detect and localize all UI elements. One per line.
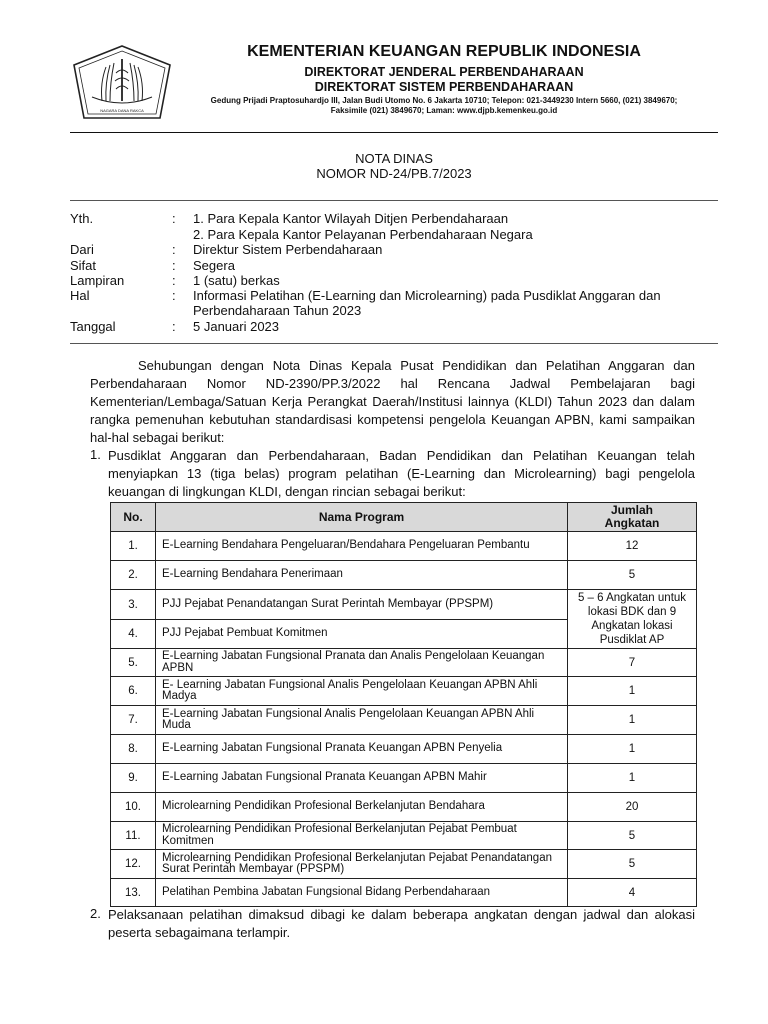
row-jumlah: 7 [568,649,697,677]
lampiran-label: Lampiran [70,273,125,288]
row-no: 3. [111,590,156,620]
row-jumlah: 12 [568,532,697,561]
header-rule-bottom [70,343,718,344]
sifat-value: Segera [193,258,235,273]
address-line-2: Faksimile (021) 3849670; Laman: www.djpb.kemenkeu.go.id [330,106,558,115]
row-program: Microlearning Pendidikan Profesional Berkelanjutan Pejabat Pembuat Komitmen [156,822,568,850]
table-header-row [111,503,697,532]
row-no: 13. [111,879,156,907]
row-program: E- Learning Jabatan Fungsional Analis Pengelolaan Keuangan APBN Ahli Madya [156,677,568,706]
lampiran-value: 1 (satu) berkas [193,273,280,288]
colon: : [172,258,176,273]
table-row [111,706,697,735]
sifat-label: Sifat [70,258,97,273]
row-program: PJJ Pejabat Pembuat Komitmen [156,620,568,649]
table-row [111,879,697,907]
yth-recipient-2: 2. Para Kepala Kantor Pelayanan Perbendaharaan Negara [193,227,533,242]
dari-label: Dari [70,242,94,257]
hal-value-line-2: Perbendaharaan Tahun 2023 [193,303,362,318]
row-program: E-Learning Bendahara Pengeluaran/Bendahara Pengeluaran Pembantu [156,532,568,561]
row-jumlah-merged: 5 – 6 Angkatan untuk lokasi BDK dan 9 Angkatan lokasi Pusdiklat AP [568,590,697,649]
row-jumlah: 20 [568,793,697,822]
program-table [110,502,697,907]
kemenkeu-logo [70,43,174,125]
row-program: Pelatihan Pembina Jabatan Fungsional Bidang Perbendaharaan [156,879,568,907]
header-rule-top [70,200,718,201]
letterhead-rule [70,132,718,133]
row-program: E-Learning Jabatan Fungsional Pranata Keuangan APBN Mahir [156,764,568,793]
row-no: 5. [111,649,156,677]
ministry-name: KEMENTERIAN KEUANGAN REPUBLIK INDONESIA [247,43,641,60]
row-no: 8. [111,735,156,764]
row-program: E-Learning Bendahara Penerimaan [156,561,568,590]
colon: : [172,319,176,334]
tanggal-label: Tanggal [70,319,116,334]
row-no: 4. [111,620,156,649]
logo-motto: NAGARA DANA RAKCA [100,108,144,113]
row-jumlah: 5 [568,850,697,879]
row-program: Microlearning Pendidikan Profesional Berkelanjutan Bendahara [156,793,568,822]
colon: : [172,211,176,226]
table-row [111,822,697,850]
memo-title: NOTA DINAS [355,151,433,166]
header-program: Nama Program [156,503,568,532]
dari-value: Direktur Sistem Perbendaharaan [193,242,383,257]
table-row [111,764,697,793]
yth-recipient-1: 1. Para Kepala Kantor Wilayah Ditjen Perbendaharaan [193,211,509,226]
row-no: 11. [111,822,156,850]
header-jumlah: Jumlah Angkatan [568,503,697,532]
row-no: 12. [111,850,156,879]
address-line-1: Gedung Prijadi Praptosuhardjo III, Jalan Budi Utomo No. 6 Jakarta 10710; Telepon: 021-3449230 Intern 5660, (021) 3849670; [210,96,678,105]
table-row [111,649,697,677]
table-row [111,677,697,706]
row-no: 9. [111,764,156,793]
row-jumlah: 1 [568,764,697,793]
point-1-text: Pusdiklat Anggaran dan Perbendaharaan, Badan Pendidikan dan Pelatihan Keuangan telah menyiapkan 13 (tiga belas) program pelatihan (E-Learning dan Microlearning) bagi pengelola keuangan di lingkungan KLDI, dengan rincian sebagai berikut: [108,448,695,499]
table-row [111,590,697,620]
table-row [111,532,697,561]
header-no: No. [111,503,156,532]
point-1-number: 1. [90,447,101,462]
table-row [111,793,697,822]
row-no: 2. [111,561,156,590]
directorate-name: DIREKTORAT SISTEM PERBENDAHARAAN [314,80,574,94]
row-program: Microlearning Pendidikan Profesional Berkelanjutan Pejabat Penandatangan Surat Perintah Membayar (PPSPM) [156,850,568,879]
row-jumlah: 5 [568,561,697,590]
row-jumlah: 5 [568,822,697,850]
table-row [111,561,697,590]
hal-value-line-1: Informasi Pelatihan (E-Learning dan Microlearning) pada Pusdiklat Anggaran dan [193,288,661,303]
row-jumlah: 1 [568,706,697,735]
table-row [111,850,697,879]
row-program: PJJ Pejabat Penandatangan Surat Perintah Membayar (PPSPM) [156,590,568,620]
row-no: 1. [111,532,156,561]
tanggal-value: 5 Januari 2023 [193,319,280,334]
row-jumlah: 1 [568,735,697,764]
intro-paragraph: Sehubungan dengan Nota Dinas Kepala Pusat Pendidikan dan Pelatihan Anggaran dan Perbendaharaan Nomor ND-2390/PP.3/2022 hal Rencana Jadwal Pembelajaran bagi Kementerian/Lembaga/Satuan Kerja Perangkat Daerah/Institusi lainnya (KLDI) Tahun 2023 dan dalam rangka pemenuhan kebutuhan standardisasi kompetensi pengelola Keuangan APBN, kami sampaikan hal-hal sebagai berikut: [90,358,695,445]
row-no: 6. [111,677,156,706]
row-no: 7. [111,706,156,735]
row-program: E-Learning Jabatan Fungsional Pranata dan Analis Pengelolaan Keuangan APBN [156,649,568,677]
directorate-general: DIREKTORAT JENDERAL PERBENDAHARAAN [304,65,584,79]
memo-number: NOMOR ND-24/PB.7/2023 [316,166,472,181]
row-jumlah: 1 [568,677,697,706]
point-2-number: 2. [90,906,101,921]
row-program: E-Learning Jabatan Fungsional Pranata Keuangan APBN Penyelia [156,735,568,764]
row-program: E-Learning Jabatan Fungsional Analis Pengelolaan Keuangan APBN Ahli Muda [156,706,568,735]
row-no: 10. [111,793,156,822]
table-row [111,735,697,764]
colon: : [172,242,176,257]
yth-label: Yth. [70,211,94,226]
row-jumlah: 4 [568,879,697,907]
colon: : [172,288,176,303]
hal-label: Hal [70,288,90,303]
point-2-text: Pelaksanaan pelatihan dimaksud dibagi ke dalam beberapa angkatan dengan jadwal dan alokasi peserta sebagaimana terlampir. [108,907,695,940]
colon: : [172,273,176,288]
